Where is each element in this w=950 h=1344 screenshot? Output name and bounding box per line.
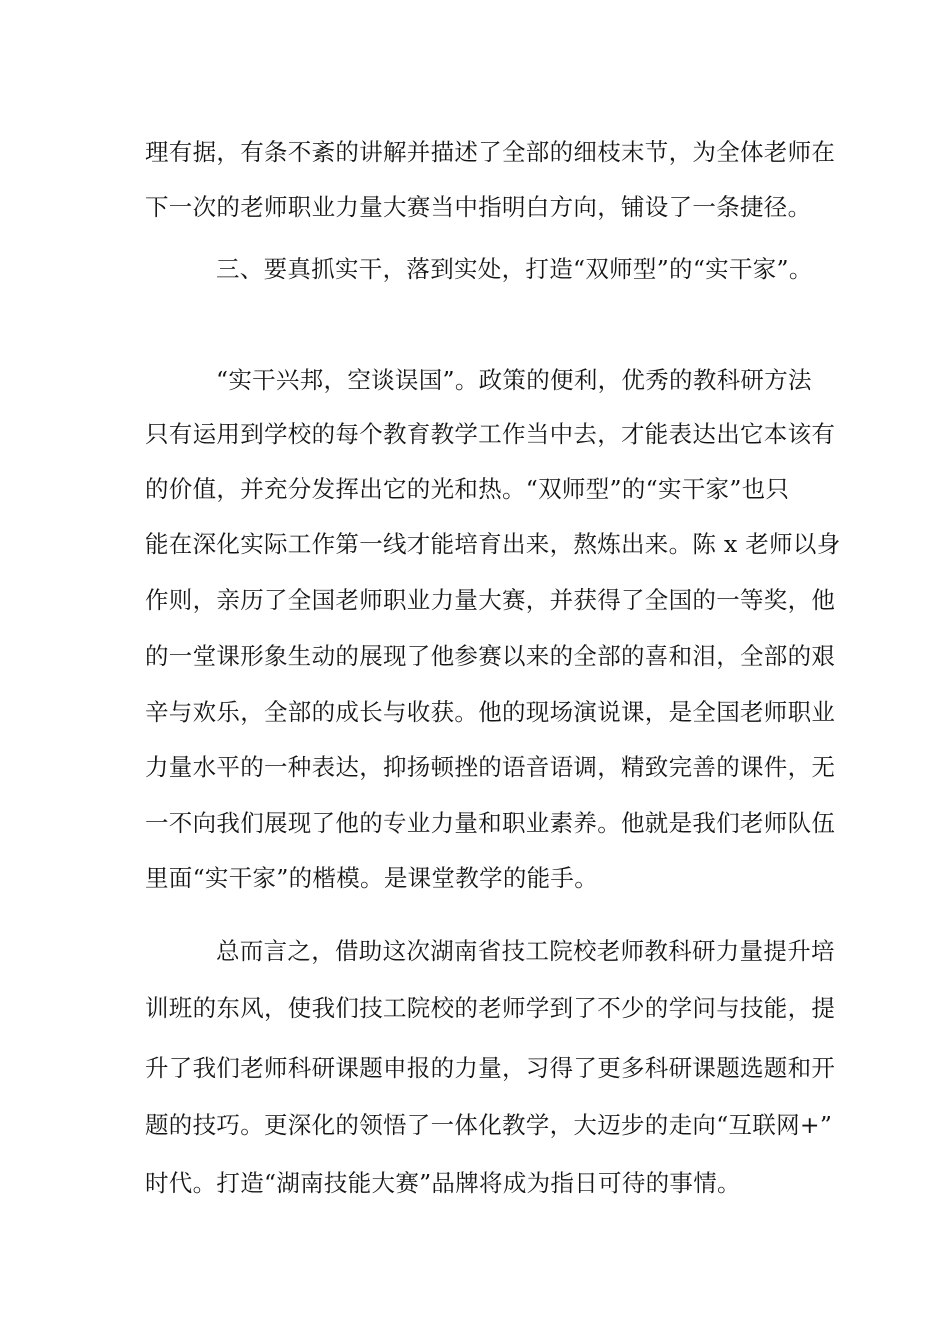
paragraph-line: 力量水平的一种表达，抑扬顿挫的语音语调，精致完善的课件，无	[145, 753, 836, 781]
section-heading: 三、要真抓实干，落到实处，打造“双师型”的“实干家”。	[216, 255, 813, 283]
paragraph-line: 的一堂课形象生动的展现了他参赛以来的全部的喜和泪，全部的艰	[145, 642, 836, 670]
paragraph-line: 辛与欢乐，全部的成长与收获。他的现场演说课，是全国老师职业	[145, 698, 836, 726]
paragraph-continuation-line: 下一次的老师职业力量大赛当中指明白方向，铺设了一条捷径。	[145, 193, 812, 221]
paragraph-first-line: 总而言之，借助这次湖南省技工院校老师教科研力量提升培	[216, 937, 835, 965]
paragraph-line: 一不向我们展现了他的专业力量和职业素养。他就是我们老师队伍	[145, 809, 836, 837]
paragraph-line: 作则，亲历了全国老师职业力量大赛，并获得了全国的一等奖，他	[145, 586, 836, 614]
paragraph-line: 时代。打造“湖南技能大赛”品牌将成为指日可待的事情。	[145, 1169, 741, 1197]
paragraph-line: 只有运用到学校的每个教育教学工作当中去，才能表达出它本该有	[145, 420, 836, 448]
paragraph-line: 里面“实干家”的楷模。是课堂教学的能手。	[145, 864, 599, 892]
paragraph-line: 题的技巧。更深化的领悟了一体化教学，大迈步的走向“互联网+”	[145, 1111, 833, 1139]
paragraph-line: 的价值，并充分发挥出它的光和热。“双师型”的“实干家”也只	[145, 475, 790, 503]
paragraph-line: 升了我们老师科研课题申报的力量，习得了更多科研课题选题和开	[145, 1054, 836, 1082]
paragraph-line: 训班的东风，使我们技工院校的老师学到了不少的学问与技能，提	[145, 994, 836, 1022]
paragraph-first-line: “实干兴邦，空谈误国”。政策的便利，优秀的教科研方法	[216, 366, 812, 394]
paragraph-continuation-line: 理有据，有条不紊的讲解并描述了全部的细枝末节，为全体老师在	[145, 138, 836, 166]
paragraph-line: 能在深化实际工作第一线才能培育出来，熬炼出来。陈 x 老师以身	[145, 530, 841, 558]
